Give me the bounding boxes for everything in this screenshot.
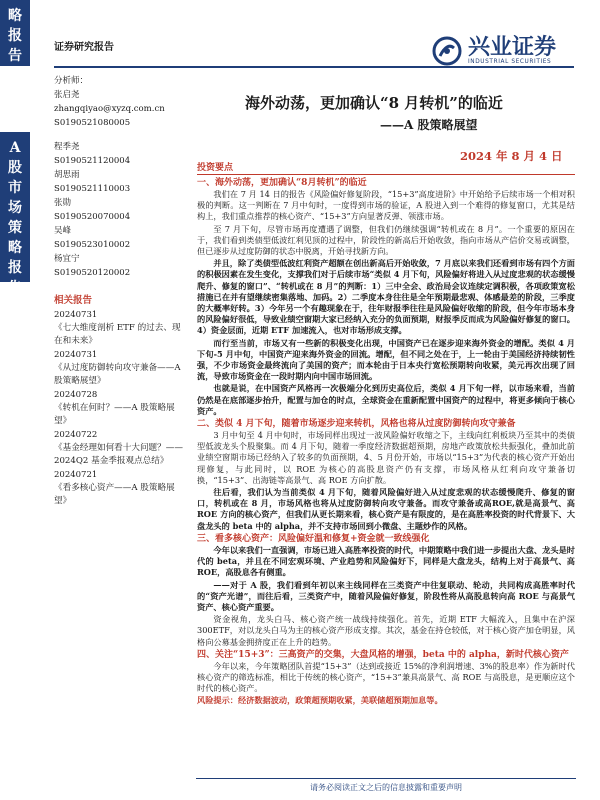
logo-cn-text: 兴业证券 [468, 35, 557, 60]
sidebar-side-char: 告 [8, 280, 22, 296]
sidebar-side-char: 市 [8, 180, 22, 196]
related-report-date: 20240728 [54, 390, 98, 400]
section-paragraph: 也就是说，在中国资产风格再一次极端分化到历史高位后，类似 4 月下旬一样，以市场来看，当前仍然是在底部逐步抬升，配置与加仓的时点，全球资金在重新配置中国资产的过程中，将更多倾向于核心资产。 [197, 383, 575, 416]
section-paragraph: 并且，除了类债型低波红利资产超额在创出新高后开始收敛，7 月底以来我们还看到市场有四个方面的积极因素在发生变化，支撑我们对于后续市场“类似 4 月下旬，风险偏好将进入从过度悲观的状态缓慢爬升、修复的窗口”、“转机或在 8 月”的判断：1）三中全会、政治局会议连续定调积极，各项政策宽松措施已在并有望继续密集落地、加码。2）二季度本身往往是全年预期最悲观、体感最差的阶段，三季度的大概率好转。3）今年另一个有趣现象在于，往年财报季往往是风险偏好收缩的阶段，但今年市场本身的风险偏好很低，导致业绩空窗期大家已经纳入充分的负面预期，财报季反而成为风险偏好修复的窗口。4）资金层面，近期 ETF 加速流入，也对市场形成支撑。 [197, 258, 575, 336]
logo-en-text: INDUSTRIAL SECURITIES [468, 59, 552, 65]
related-report-date: 20240721 [54, 470, 98, 480]
related-report-title[interactable]: 《基金经理如何看十大问题？——2024Q2 基金季报观点总结》 [54, 443, 183, 466]
left-info-column [54, 74, 184, 508]
analyst-name: 胡思雨 [54, 170, 80, 180]
section-paragraph: 今年以来，今年策略团队首提“15+3”（达到或接近 15%的净利润增速、3%的股息率）作为新时代核心资产的筛选标准，相比于传统的核心资产，“15+3”兼具高景气、高 ROE 与高股息，是更顺应这个时代的核心资产。 [197, 660, 575, 694]
analyst-email[interactable]: zhangqiyao@xyzq.com.cn [54, 104, 165, 114]
section-paragraph: 资金视角，龙头白马、核心资产统一战线持续强化。首先，近期 ETF 大幅流入，且集中在沪深 300ETF，对以龙头白马为主的核心资产形成支撑。其次，基金在持仓较低，对于核心资产加仓明显，风格向公募基金拥挤度正在上升的趋势。 [197, 614, 575, 647]
investment-points-title: 投资要点 [197, 163, 234, 173]
analyst-name: 吴峰 [54, 226, 72, 236]
section-paragraph: ——对于 A 股，我们看到年初以来主线同样在三类资产中往复联动、轮动，共同构成高胜率时代的“资产光谱”，而往后看，三类资产中，随着风险偏好修复，阶段性将从高股息转向高 ROE 与高景气资产、核心资产重要。 [197, 579, 575, 612]
related-report-item[interactable] [54, 348, 184, 388]
related-report-title[interactable]: 《转机在何时？——A 股策略展望》 [54, 403, 175, 426]
analyst-name: 张启尧 [54, 90, 80, 100]
section-heading: 三、看多核心资产：风险偏好温和修复+资金就一致线强化 [197, 533, 430, 544]
sidebar-side-char: 报 [8, 260, 22, 276]
section-paragraph: 我们在 7 月 14 日的报告《风险偏好修复阶段，“15+3”高度进阶》中开始给予后续市场一个相对积极的判断。这一判断在 7 月中旬时，一度得到市场的验证，A 股进入到一个难得的修复窗口，尤其是结构上，我们重点推荐的核心资产、“15+3”方向显著反弹、领涨市场。 [197, 189, 575, 222]
sidebar-side-char: 略 [8, 240, 22, 256]
sidebar-top-char: 告 [8, 48, 22, 64]
analyst-name: 杨宜宁 [54, 254, 80, 264]
industrial-securities-logo-icon [432, 36, 462, 66]
section-divider [197, 174, 575, 175]
related-report-title[interactable]: 《看多核心资产——A 股策略展望》 [54, 483, 175, 506]
brand-label: 证券研究报告 [54, 42, 114, 53]
sidebar-top-char: 略 [8, 8, 22, 24]
section-paragraph: 今年以来我们一直强调，市场已进入高胜率投资的时代，中期策略中我们进一步提出大盘、龙头是时代的 beta，并且在不同宏观环境、产业趋势和风险偏好下，同样是大盘龙头，结构上对于高景气、高 ROE，高股息各有侧重。 [197, 544, 575, 578]
sidebar-category-tab [0, 132, 30, 296]
analyst-id: S0190520070004 [54, 212, 131, 222]
related-report-item[interactable] [54, 428, 184, 468]
sidebar-side-char: A [9, 140, 21, 156]
report-sub-title: ——A 股策略展望 [380, 118, 478, 132]
section-heading: 一、海外动荡，更加确认“8月转机”的临近 [197, 178, 367, 188]
sidebar-top-tab [0, 0, 30, 66]
analyst-id: S0190521080005 [54, 118, 131, 128]
section-paragraph: 3 月中旬至 4 月中旬时，市场同样出现过一波风险偏好收缩之下，主线向红利板块乃至其中的类债型低波龙头个股聚集。而 4 月下旬，随着一季度经济数据超预期，房地产政策放松共振强化，叠加此前业绩空窗期市场已经纳入了较多的负面预期，4、5 月份开始，市场以“15+3”为代表的核心资产开始出现修复，与此同时，以 ROE 为核心的高股息资产仍有支撑，市场风格从红利向攻守兼备切换，“15+3”、出海链等高景气、高 ROE 方向扩散。 [197, 430, 575, 485]
sidebar-side-char: 策 [8, 220, 22, 236]
analyst-label: 分析师： [54, 76, 89, 86]
risk-warning: 风险提示：经济数据波动，政策超预期收紧，美联储超预期加息等。 [197, 695, 443, 706]
related-report-item[interactable] [54, 308, 184, 348]
section-heading: 二、类似 4 月下旬，随着市场逐步迎来转机，风格也将从过度防御转向攻守兼备 [197, 419, 516, 430]
analyst-name: 张勋 [54, 198, 72, 208]
footer-divider [196, 778, 576, 779]
section-paragraph: 往后看，我们认为当前类似 4 月下旬，随着风险偏好进入从过度悲观的状态缓慢爬升、修复的窗口，转机或在 8 月，市场风格也将从过度防御转向攻守兼备。而攻守兼备或高ROE,就是高景气、高 ROE 方向的核心资产，但我们从更长期来看，核心资产是有限度的，是在高胜率投资的时代背景下、大盘龙头的 beta 中的 alpha，并不支持市场回到小微盘、主题炒作的风格。 [197, 487, 575, 531]
report-date: 2024 年 8 月 4 日 [460, 149, 563, 163]
section-heading: 四、关注“15+3”：三高资产的交集，大盘风格的增强，beta 中的 alpha，新时代核心资产 [197, 649, 569, 660]
header-divider [54, 66, 574, 68]
analyst-name: 程季尧 [54, 142, 80, 152]
sidebar-top-char: 报 [8, 28, 22, 44]
related-report-title[interactable]: 《七大维度剖析 ETF 的过去、现在和未来》 [54, 323, 181, 346]
related-report-item[interactable] [54, 468, 184, 508]
sidebar-side-char: 场 [8, 200, 22, 216]
report-main-title: 海外动荡，更加确认“8 月转机”的临近 [245, 94, 503, 112]
related-reports-title: 相关报告 [54, 295, 93, 306]
section-paragraph: 而行至当前，市场又有一些新的积极变化出现，中国资产已在逐步迎来海外资金的增配。类似 4 月下旬-5 月中旬，中国资产迎来海外资金的回流。增配，但不同之处在于，上一轮由于美国经济持续韧性强，不少市场资金最终流向了美国的资产；而本轮由于日本央行宽松预期转向收紧，美元再次出现了回流，导致市场资金在一段时期内向中国市场回流。 [197, 337, 575, 382]
analyst-id: S0190520120002 [54, 268, 131, 278]
related-report-date: 20240731 [54, 310, 98, 320]
sidebar-side-char: 股 [8, 160, 22, 176]
company-logo [432, 36, 556, 66]
analyst-id: S0190523010002 [54, 240, 131, 250]
related-report-item[interactable] [54, 388, 184, 428]
analyst-id: S0190521120004 [54, 156, 131, 166]
related-report-date: 20240731 [54, 350, 98, 360]
analyst-id: S0190521110003 [54, 184, 131, 194]
footer-disclaimer: 请务必阅读正文之后的信息披露和重要声明 [310, 783, 462, 792]
section-paragraph: 至 7 月下旬，尽管市场再度遭遇了调整，但我们仍继续强调“转机或在 8 月”。一个重要的原因在于，我们看到类债型低波红利见顶的过程中，阶段性的新高后开始收敛，指向市场从产信价交易或调整，但已逐步从过度防御的状态中脱离，开始寻找新方向。 [197, 223, 575, 257]
related-report-date: 20240722 [54, 430, 98, 440]
report-body [197, 162, 575, 762]
related-report-title[interactable]: 《从过度防御转向攻守兼备——A 股策略展望》 [54, 363, 181, 386]
